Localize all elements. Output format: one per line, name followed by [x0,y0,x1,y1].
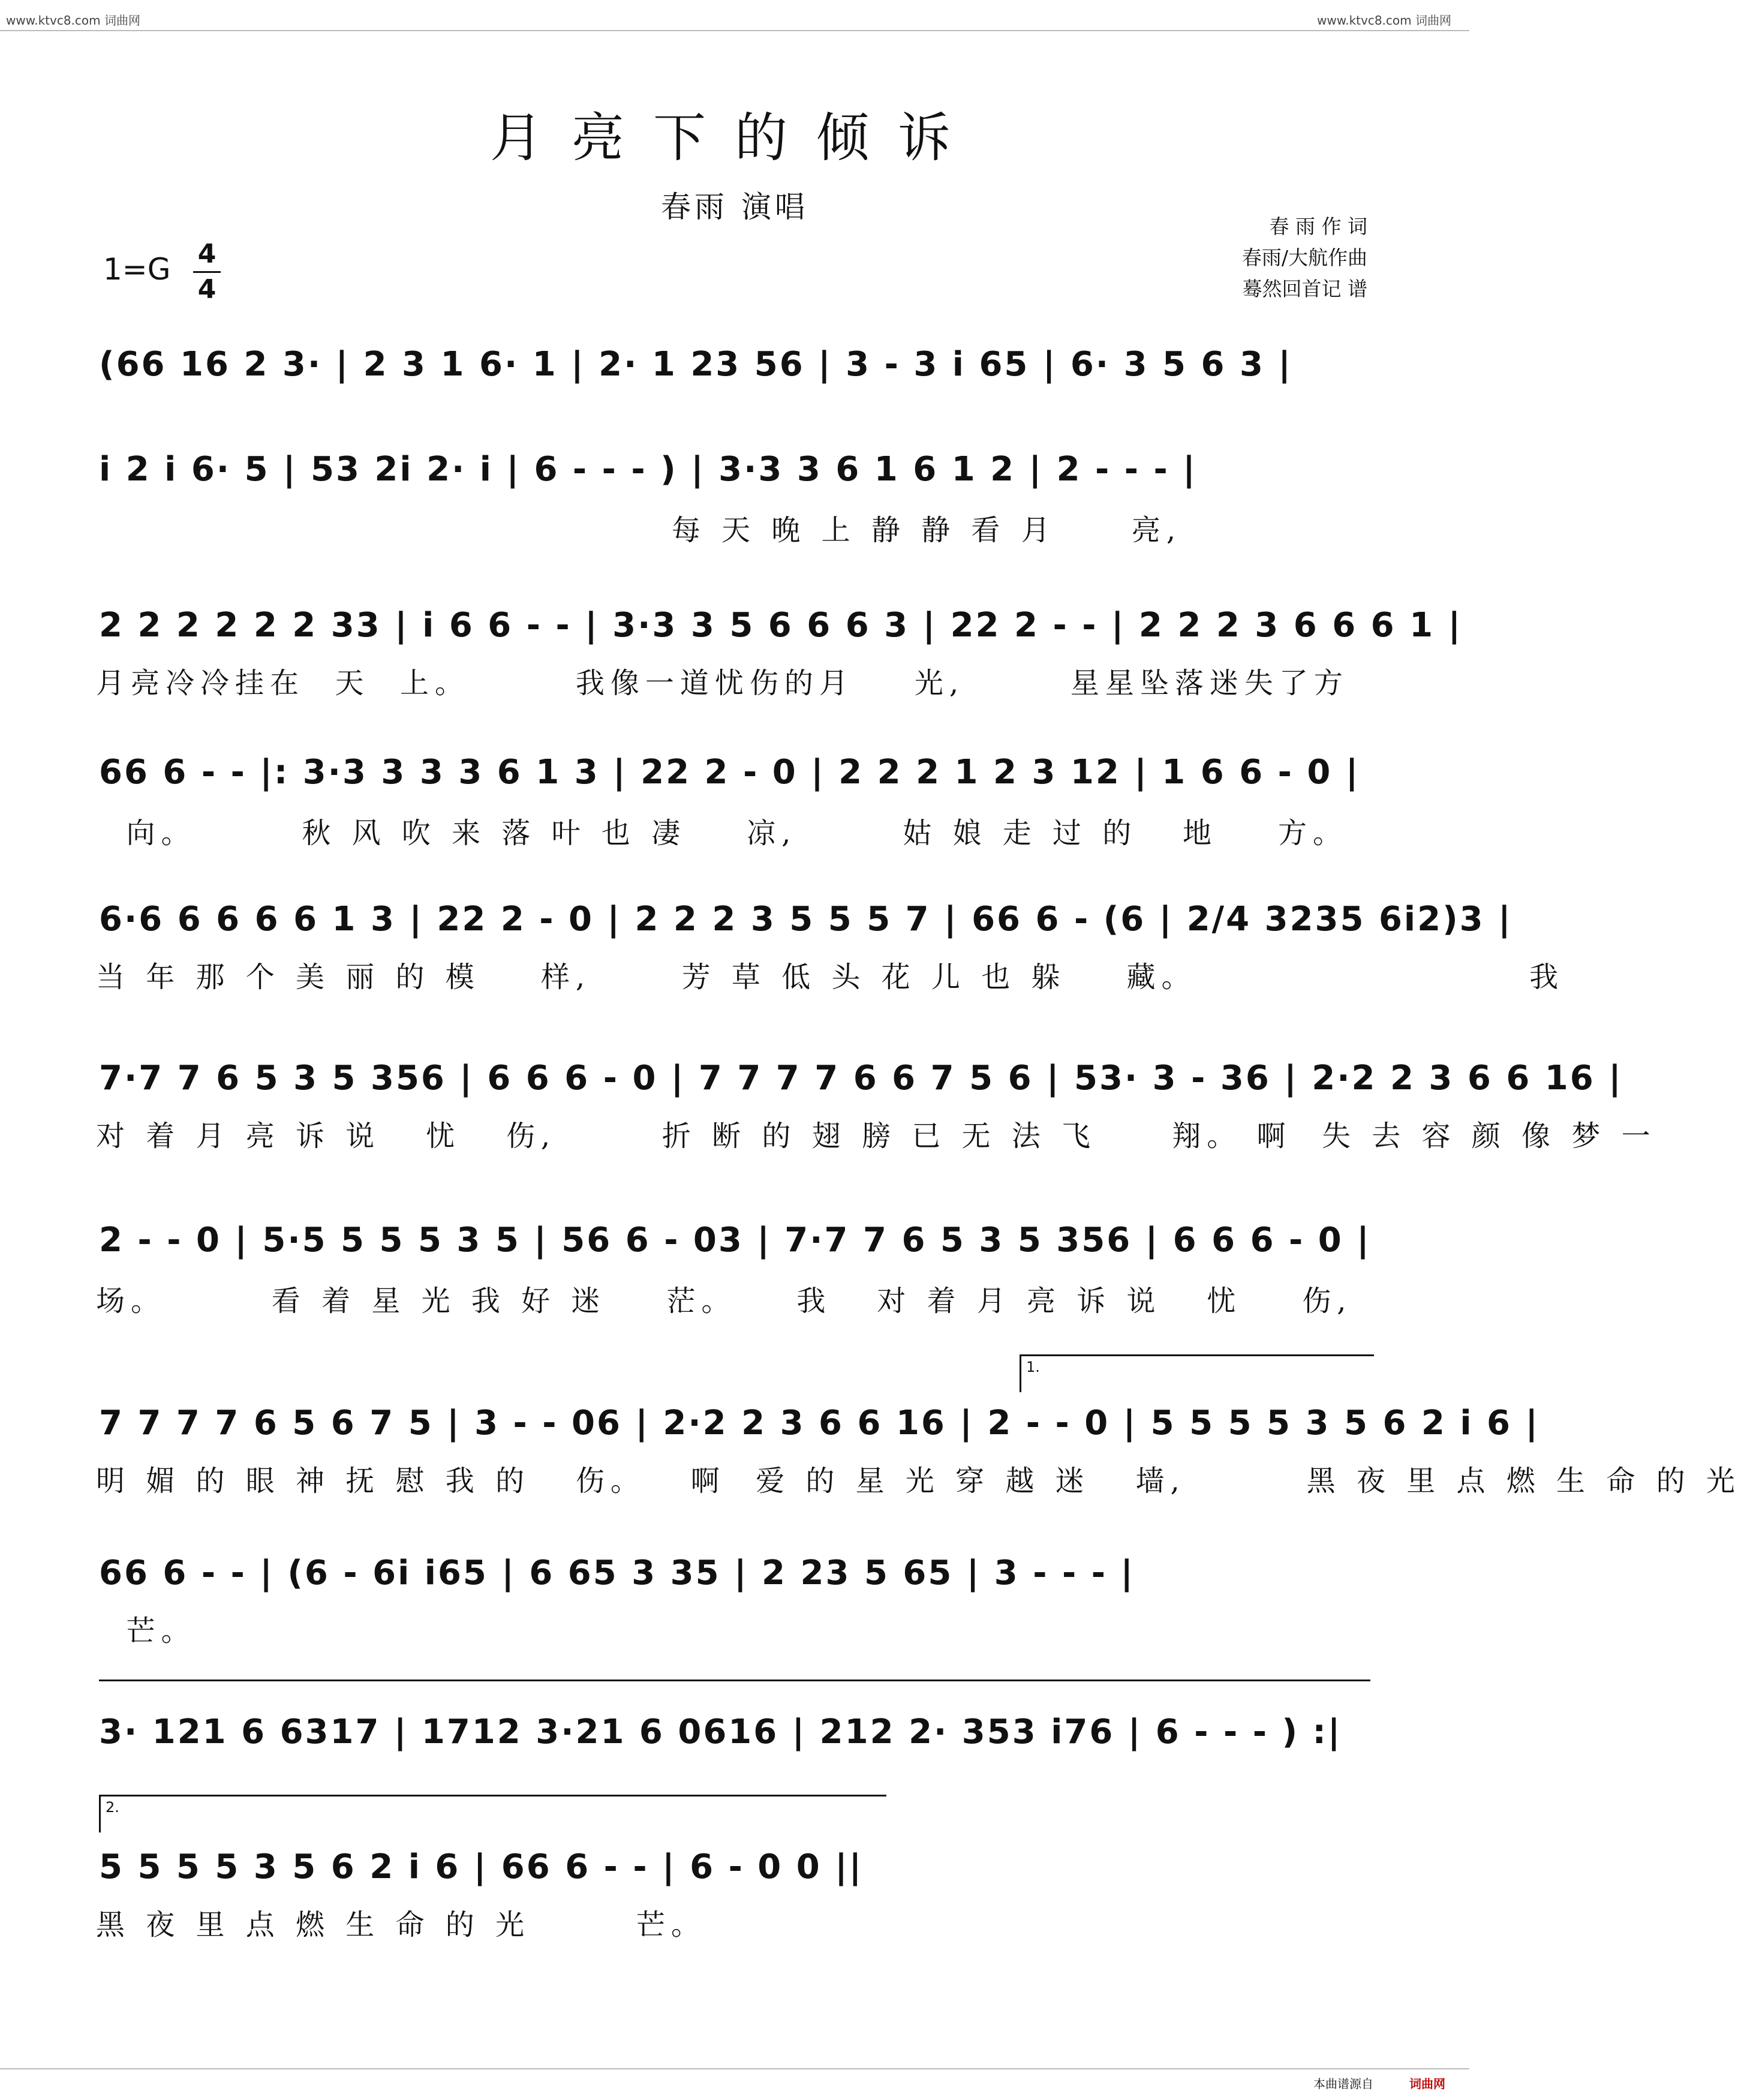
score-system-1-notes: (66 16 2 3· | 2 3 1 6· 1 | 2· 1 23 56 | 3 - 3 i 65 | 6· 3 5 6 3 | [99,345,1292,384]
score-system-11-notes: 5 5 5 5 3 5 6 2 i 6 | 66 6 - - | 6 - 0 0 || [99,1847,864,1886]
lyricist-credit: 春 雨 作 词 [1269,215,1367,238]
volta-first-ending [1020,1354,1374,1392]
source-url-left[interactable]: www.ktvc8.com 词曲网 [6,13,141,28]
score-system-10-notes: 3· 121 6 6317 | 1712 3·21 6 0616 | 212 2· 353 i76 | 6 - - - ) :| [99,1713,1342,1751]
score-system-5-lyrics: 当 年 那 个 美 丽 的 模 样, 芳 草 低 头 花 儿 也 躲 藏。 我 [96,960,1565,994]
repeat-bracket-line [99,1680,1370,1681]
time-signature-top: 4 [197,239,217,269]
score-system-4-notes: 66 6 - - |: 3·3 3 3 3 6 1 3 | 22 2 - 0 | 2 2 2 1 2 3 12 | 1 6 6 - 0 | [99,753,1360,792]
song-title: 月亮下的倾诉 [489,107,979,169]
score-system-4-lyrics: 向。 秋 风 吹 来 落 叶 也 凄 凉, 姑 娘 走 过 的 地 方。 [96,816,1348,850]
score-system-9-notes: 66 6 - - | (6 - 6i i65 | 6 65 3 35 | 2 23 5 65 | 3 - - - | [99,1554,1135,1593]
score-system-3-notes: 2 2 2 2 2 2 33 | i 6 6 - - | 3·3 3 5 6 6 6 3 | 22 2 - - | 2 2 2 3 6 6 6 1 | [99,606,1463,645]
bottom-divider [0,2068,1469,2069]
score-system-2-lyrics: 每 天 晚 上 静 静 看 月 亮, [96,513,1182,547]
score-system-8-notes: 7 7 7 7 6 5 6 7 5 | 3 - - 06 | 2·2 2 3 6 6 16 | 2 - - 0 | 5 5 5 5 3 5 6 2 i 6 | [99,1404,1539,1443]
score-system-6-lyrics: 对 着 月 亮 诉 说 忧 伤, 折 断 的 翅 膀 已 无 法 飞 翔。 啊 失 去 容 颜 像 梦 一 [96,1119,1656,1153]
score-system-2-notes: i 2 i 6· 5 | 53 2i 2· i | 6 - - - ) | 3·3 3 6 1 6 1 2 | 2 - - - | [99,450,1197,489]
volta-second-ending [99,1795,886,1832]
composer-credit: 春雨/大航作曲 [1241,246,1367,269]
key-signature: 1=G [103,252,171,287]
credits-block [1242,211,1367,305]
time-signature [193,239,221,305]
score-system-3-lyrics: 月亮冷冷挂在 天 上。 我像一道忧伤的月 光, 星星坠落迷失了方 [96,666,1349,700]
volta-label-1: 1. [1026,1359,1040,1375]
score-system-9-lyrics: 芒。 [96,1614,196,1648]
score-system-7-notes: 2 - - 0 | 5·5 5 5 5 3 5 | 56 6 - 03 | 7·7 7 6 5 3 5 356 | 6 6 6 - 0 | [99,1221,1371,1260]
time-signature-bottom: 4 [197,274,217,305]
time-signature-bar [193,271,221,273]
footer-site-logo[interactable]: 词曲网 [1409,2077,1445,2091]
score-system-5-notes: 6·6 6 6 6 6 1 3 | 22 2 - 0 | 2 2 2 3 5 5 5 7 | 66 6 - (6 | 2/4 3235 6i2)3 | [99,900,1513,939]
source-url-right[interactable]: www.ktvc8.com 词曲网 [1316,13,1451,28]
score-system-6-notes: 7·7 7 6 5 3 5 356 | 6 6 6 - 0 | 7 7 7 7 6 6 7 5 6 | 53· 3 - 36 | 2·2 2 3 6 6 16 | [99,1059,1623,1098]
transcriber-credit: 蓦然回首记 谱 [1242,277,1367,301]
top-divider [0,30,1469,31]
score-system-11-lyrics: 黑 夜 里 点 燃 生 命 的 光 芒。 [96,1908,706,1942]
singer-line: 春雨 演唱 [661,190,808,224]
footer-source-text: 本曲谱源自 [1313,2077,1373,2091]
score-system-7-lyrics: 场。 看 着 星 光 我 好 迷 茫。 我 对 着 月 亮 诉 说 忧 伤, [96,1284,1352,1318]
score-system-8-lyrics: 明 媚 的 眼 神 抚 慰 我 的 伤。 啊 爱 的 星 光 穿 越 迷 墙, 黑 夜 里 点 燃 生 命 的 光 [96,1464,1741,1498]
volta-label-2: 2. [106,1799,119,1816]
